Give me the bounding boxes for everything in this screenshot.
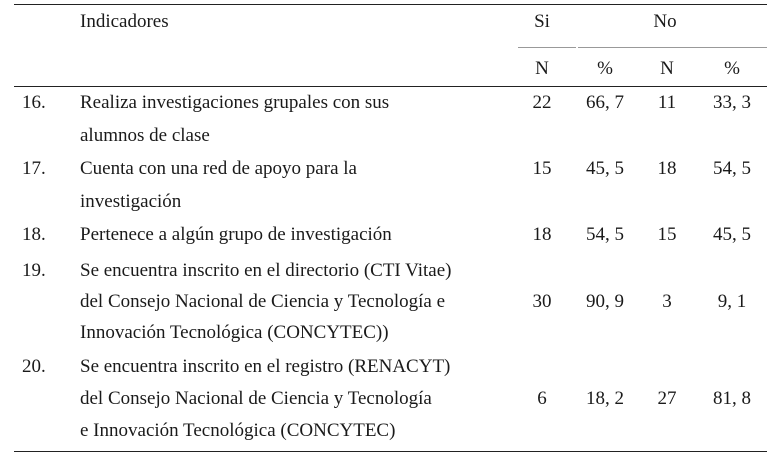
row-indicator-line: investigación	[80, 191, 182, 212]
si-n-cell: 15	[532, 158, 552, 179]
row-indicator-line: Se encuentra inscrito en el registro (RENACYT)	[80, 356, 451, 377]
no-pct-cell: 54, 5	[713, 158, 751, 179]
row-number: 20.	[22, 356, 46, 377]
bottom-rule	[14, 451, 767, 452]
no-n-cell: 11	[657, 92, 677, 113]
header-n-no: N	[660, 58, 674, 79]
row-indicator-line: Se encuentra inscrito en el directorio (CTI Vitae)	[80, 260, 452, 281]
no-pct-cell: 33, 3	[713, 92, 751, 113]
no-group-rule	[578, 47, 767, 48]
si-n-cell: 22	[532, 92, 552, 113]
row-indicator-line: Cuenta con una red de apoyo para la	[80, 158, 357, 179]
si-pct-cell: 66, 7	[586, 92, 624, 113]
header-n-si: N	[535, 58, 549, 79]
si-n-cell: 18	[532, 224, 552, 245]
row-number: 18.	[22, 224, 46, 245]
header-no: No	[653, 11, 677, 32]
header-si: Si	[534, 11, 550, 32]
no-pct-cell: 9, 1	[717, 291, 747, 312]
row-indicator-line: del Consejo Nacional de Ciencia y Tecnología e	[80, 291, 446, 312]
no-n-cell: 18	[657, 158, 677, 179]
row-indicator-line: e Innovación Tecnológica (CONCYTEC)	[80, 420, 396, 441]
si-pct-cell: 54, 5	[586, 224, 624, 245]
no-n-cell: 15	[657, 224, 677, 245]
si-pct-cell: 18, 2	[586, 388, 624, 409]
row-number: 19.	[22, 260, 46, 281]
row-indicator-line: del Consejo Nacional de Ciencia y Tecnología	[80, 388, 432, 409]
row-number: 17.	[22, 158, 46, 179]
no-n-cell: 3	[662, 291, 672, 312]
si-n-cell: 6	[537, 388, 547, 409]
header-pct-no: %	[724, 58, 740, 79]
row-indicator-line: alumnos de clase	[80, 125, 210, 146]
row-number: 16.	[22, 92, 46, 113]
no-pct-cell: 81, 8	[713, 388, 751, 409]
si-n-cell: 30	[532, 291, 552, 312]
no-n-cell: 27	[657, 388, 677, 409]
row-indicator-line: Pertenece a algún grupo de investigación	[80, 224, 392, 245]
header-pct-si: %	[597, 58, 613, 79]
si-pct-cell: 45, 5	[586, 158, 624, 179]
row-indicator-line: Realiza investigaciones grupales con sus	[80, 92, 390, 113]
si-pct-cell: 90, 9	[586, 291, 624, 312]
header-indicadores: Indicadores	[80, 11, 169, 32]
no-pct-cell: 45, 5	[713, 224, 751, 245]
si-group-rule	[518, 47, 576, 48]
row-indicator-line: Innovación Tecnológica (CONCYTEC))	[80, 322, 389, 343]
